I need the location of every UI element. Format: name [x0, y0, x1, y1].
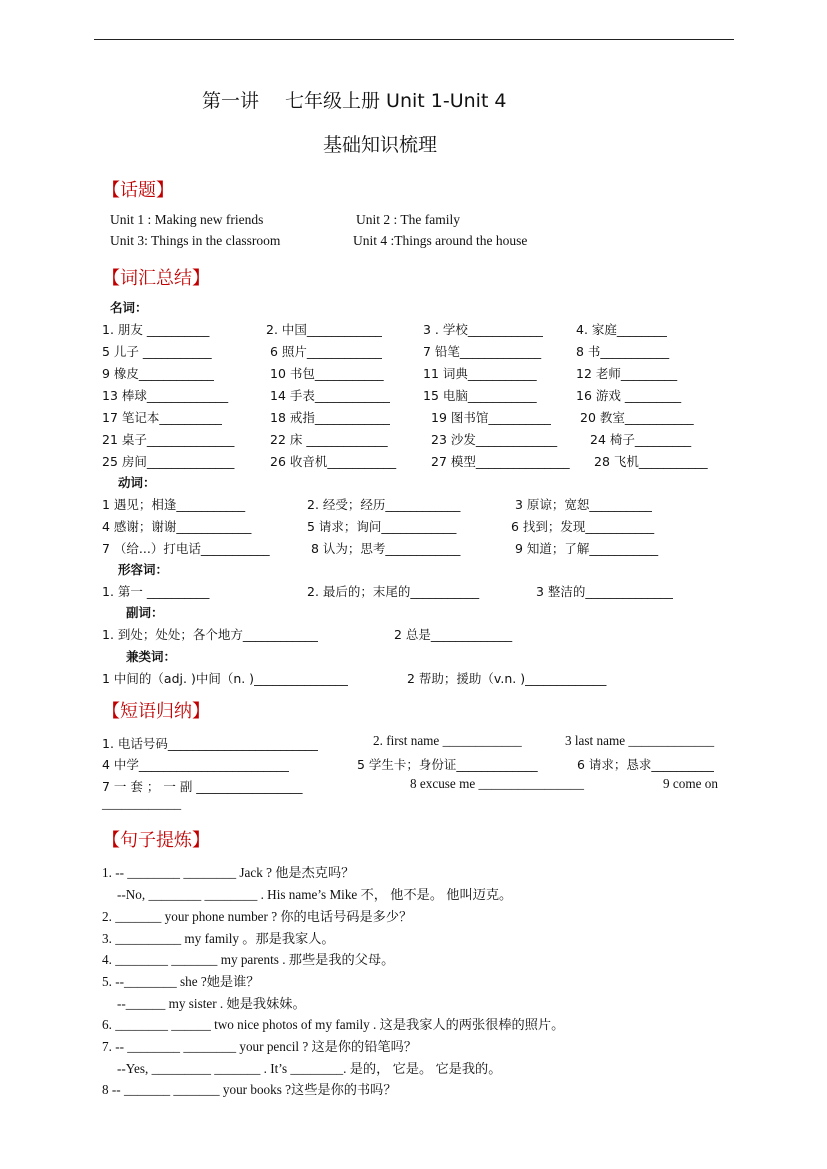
- top-rule: [94, 39, 734, 40]
- phrase-item: 6 请求；恳求__________: [577, 757, 714, 772]
- verb-item: 8 认为；思考____________: [311, 541, 461, 556]
- sentences-heading: 【句子提炼】: [102, 830, 210, 851]
- sentence-line: 2. _______ your phone number ? 你的电话号码是多少？: [102, 909, 413, 924]
- noun-item: 17 笔记本__________: [102, 410, 222, 425]
- noun-item: 20 教室___________: [580, 410, 694, 425]
- topic-unit3: Unit 3: Things in the classroom: [110, 233, 281, 248]
- phrase-item: 1. 电话号码________________________: [102, 736, 318, 751]
- sentence-line: 5. --________ she ?她是谁？: [102, 974, 260, 989]
- sentence-line: 6. ________ ______ two nice photos of my family . 这是我家人的两张很棒的照片。: [102, 1017, 565, 1032]
- topic-unit2: Unit 2 : The family: [356, 212, 460, 227]
- adjectives-label: 形容词：: [118, 562, 169, 577]
- noun-item: 3 . 学校____________: [423, 322, 543, 337]
- phrase-item: 9 come on: [663, 776, 718, 791]
- noun-item: 2. 中国____________: [266, 322, 382, 337]
- noun-item: 12 老师_________: [576, 366, 678, 381]
- topic-unit1: Unit 1 : Making new friends: [110, 212, 264, 227]
- vocab-heading: 【词汇总结】: [102, 268, 210, 289]
- noun-item: 9 橡皮____________: [102, 366, 214, 381]
- phrase-continuation-blank: ____________: [102, 796, 182, 811]
- phrase-item: 8 excuse me ________________: [410, 776, 584, 791]
- sentence-line: 4. ________ _______ my parents . 那些是我的父母。: [102, 952, 395, 967]
- verb-item: 9 知道；了解___________: [515, 541, 659, 556]
- noun-item: 15 电脑___________: [423, 388, 537, 403]
- verb-item: 4 感谢；谢谢____________: [102, 519, 252, 534]
- phrase-item: 3 last name _____________: [565, 733, 715, 748]
- lecture-number: 第一讲: [202, 90, 260, 112]
- noun-item: 7 铅笔_____________: [423, 344, 542, 359]
- multi-class-label: 兼类词：: [126, 649, 177, 664]
- sentence-line: 7. -- ________ ________ your pencil ? 这是你的铅笔吗？: [102, 1039, 417, 1054]
- multi-class-item: 2 帮助；援助（v.n. )_____________: [407, 671, 607, 686]
- noun-item: 1. 朋友 __________: [102, 322, 210, 337]
- verb-item: 7 （给...）打电话___________: [102, 541, 270, 556]
- noun-item: 25 房间______________: [102, 454, 235, 469]
- topic-unit4: Unit 4 :Things around the house: [353, 233, 528, 248]
- noun-item: 22 床 _____________: [270, 432, 388, 447]
- noun-item: 16 游戏 _________: [576, 388, 682, 403]
- phrases-heading: 【短语归纳】: [102, 701, 210, 722]
- noun-item: 4. 家庭________: [576, 322, 667, 337]
- phrase-item: 7 一 套 ； 一 副 _________________: [102, 779, 303, 794]
- noun-item: 11 词典___________: [423, 366, 537, 381]
- verbs-label: 动词：: [118, 475, 156, 490]
- page-subtitle: 基础知识梳理: [323, 134, 438, 156]
- course-title: 七年级上册 Unit 1-Unit 4: [285, 90, 507, 112]
- phrase-item: 4 中学________________________: [102, 757, 289, 772]
- adverb-item: 2 总是_____________: [394, 627, 513, 642]
- sentence-line: --No, ________ ________ . His name’s Mike 不， 他不是。 他叫迈克。: [117, 887, 513, 902]
- noun-item: 24 椅子_________: [590, 432, 692, 447]
- sentence-line: --Yes, _________ _______ . It’s ________. 是的， 它是。 它是我的。: [117, 1061, 502, 1076]
- adjective-item: 1. 第一 __________: [102, 584, 210, 599]
- noun-item: 18 戒指____________: [270, 410, 390, 425]
- noun-item: 5 儿子 ___________: [102, 344, 212, 359]
- topics-heading: 【话题】: [102, 180, 174, 201]
- adjective-item: 2. 最后的；末尾的___________: [307, 584, 480, 599]
- sentence-line: 3. __________ my family 。那是我家人。: [102, 931, 335, 946]
- adjective-item: 3 整洁的______________: [536, 584, 673, 599]
- sentence-line: 1. -- ________ ________ Jack ? 他是杰克吗？: [102, 865, 355, 880]
- noun-item: 14 手表____________: [270, 388, 390, 403]
- noun-item: 28 飞机___________: [594, 454, 708, 469]
- adverb-item: 1. 到处；处处；各个地方____________: [102, 627, 318, 642]
- noun-item: 8 书___________: [576, 344, 670, 359]
- adverbs-label: 副词：: [126, 605, 164, 620]
- page-title: [202, 86, 507, 113]
- noun-item: 10 书包___________: [270, 366, 384, 381]
- phrase-item: 5 学生卡；身份证_____________: [357, 757, 538, 772]
- verb-item: 2. 经受；经历____________: [307, 497, 461, 512]
- verb-item: 6 找到；发现___________: [511, 519, 655, 534]
- noun-item: 23 沙发_____________: [431, 432, 558, 447]
- verb-item: 3 原谅；宽恕__________: [515, 497, 652, 512]
- multi-class-item: 1 中间的（adj. )中间（n. )_______________: [102, 671, 348, 686]
- nouns-label: 名词：: [110, 300, 148, 315]
- verb-item: 1 遇见；相逢___________: [102, 497, 246, 512]
- noun-item: 21 桌子______________: [102, 432, 235, 447]
- noun-item: 26 收音机___________: [270, 454, 397, 469]
- noun-item: 13 棒球_____________: [102, 388, 229, 403]
- sentence-line: --______ my sister . 她是我妹妹。: [117, 996, 306, 1011]
- noun-item: 27 模型_______________: [431, 454, 570, 469]
- noun-item: 19 图书馆__________: [431, 410, 551, 425]
- sentence-line: 8 -- _______ _______ your books ?这些是你的书吗？: [102, 1082, 397, 1097]
- noun-item: 6 照片____________: [270, 344, 382, 359]
- phrase-item: 2. first name ____________: [373, 733, 522, 748]
- verb-item: 5 请求；询问____________: [307, 519, 457, 534]
